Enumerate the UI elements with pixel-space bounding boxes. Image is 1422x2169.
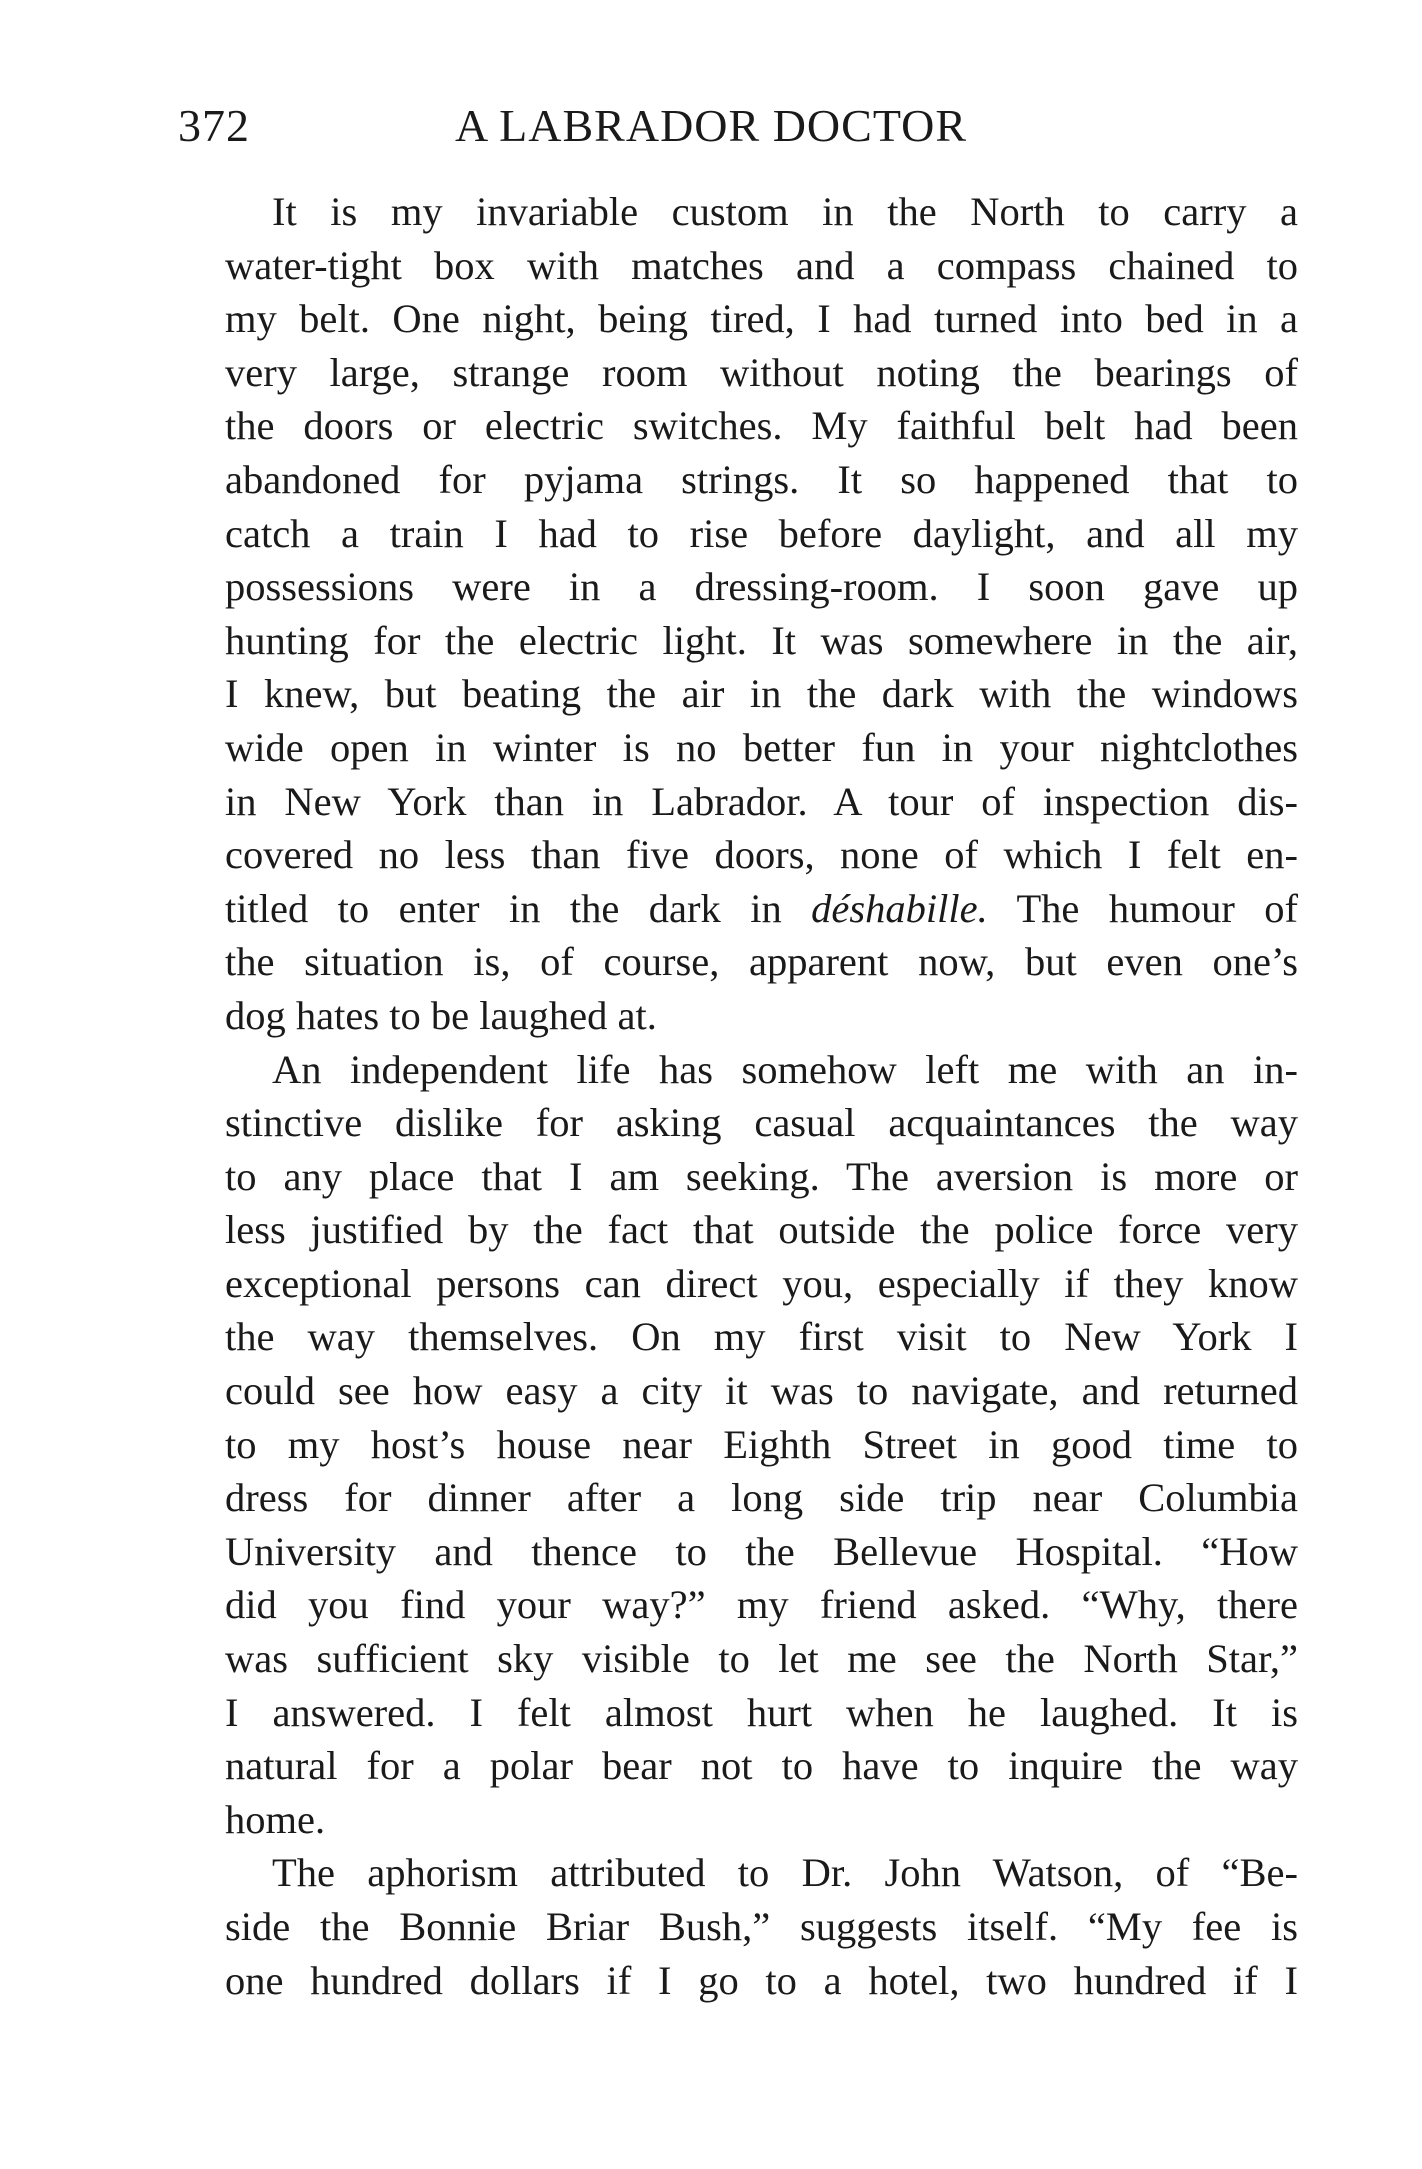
italic-word: déshabille. (811, 885, 988, 931)
text-line: my belt. One night, being tired, I had turned into bed in a (225, 296, 1298, 342)
text-line: the way themselves. On my first visit to New York I (225, 1314, 1298, 1360)
text-line: was sufficient sky visible to let me see the North Star,” (225, 1636, 1298, 1682)
text-line: dog hates to be laughed at. (225, 992, 657, 1038)
paragraph-2 (178, 1043, 1298, 1847)
text-line: very large, strange room without noting the bearings of (225, 349, 1298, 395)
text-line: catch a train I had to rise before daylight, and all my (225, 510, 1298, 556)
running-head: A LABRADOR DOCTOR (455, 100, 967, 151)
text-line: the doors or electric switches. My faithful belt had been (225, 403, 1298, 449)
text-line: the situation is, of course, apparent now, but even one’s (225, 939, 1298, 985)
text-line: side the Bonnie Briar Bush,” suggests itself. “My fee is (225, 1904, 1298, 1949)
text-segment: The humour of (987, 885, 1298, 931)
text-line: home. (225, 1796, 326, 1842)
text-line: I knew, but beating the air in the dark with the windows (225, 671, 1298, 717)
text-line: The aphorism attributed to Dr. John Watson, of “Be- (272, 1850, 1298, 1896)
text-line: An independent life has somehow left me with an in- (272, 1046, 1298, 1092)
text-line-with-italic (178, 882, 1298, 936)
text-line: It is my invariable custom in the North to carry a (272, 189, 1298, 234)
body-text (178, 185, 1298, 2007)
text-line: could see how easy a city it was to navigate, and returned (225, 1368, 1298, 1414)
text-line: University and thence to the Bellevue Hospital. “How (225, 1528, 1298, 1574)
text-line: wide open in winter is no better fun in your nightclothes (225, 724, 1298, 770)
text-line: to my host’s house near Eighth Street in good time to (225, 1421, 1298, 1467)
paragraph-3 (178, 1846, 1298, 2007)
text-line: to any place that I am seeking. The aversion is more or (225, 1153, 1298, 1199)
page-header (178, 96, 1298, 156)
text-line: one hundred dollars if I go to a hotel, two hundred if I (225, 1957, 1298, 2003)
text-line: I answered. I felt almost hurt when he laughed. It is (225, 1689, 1298, 1735)
text-line: possessions were in a dressing-room. I soon gave up (225, 564, 1298, 610)
text-line: less justified by the fact that outside the police force very (225, 1207, 1298, 1253)
text-line: natural for a polar bear not to have to inquire the way (225, 1743, 1298, 1789)
text-line: abandoned for pyjama strings. It so happened that to (225, 456, 1298, 502)
text-segment: titled to enter in the dark in (225, 885, 812, 931)
text-line: covered no less than five doors, none of which I felt en- (225, 832, 1298, 878)
text-line: water-tight box with matches and a compass chained to (225, 242, 1298, 288)
text-line: stinctive dislike for asking casual acquaintances the way (225, 1100, 1298, 1146)
text-line: hunting for the electric light. It was somewhere in the air, (225, 617, 1298, 663)
paragraph-1 (178, 185, 1298, 1043)
text-line: dress for dinner after a long side trip near Columbia (225, 1475, 1298, 1521)
page-number: 372 (178, 100, 250, 151)
text-line: exceptional persons can direct you, especially if they know (225, 1260, 1298, 1306)
text-line: did you find your way?” my friend asked. “Why, there (225, 1582, 1298, 1628)
text-line: in New York than in Labrador. A tour of inspection dis- (225, 778, 1298, 824)
